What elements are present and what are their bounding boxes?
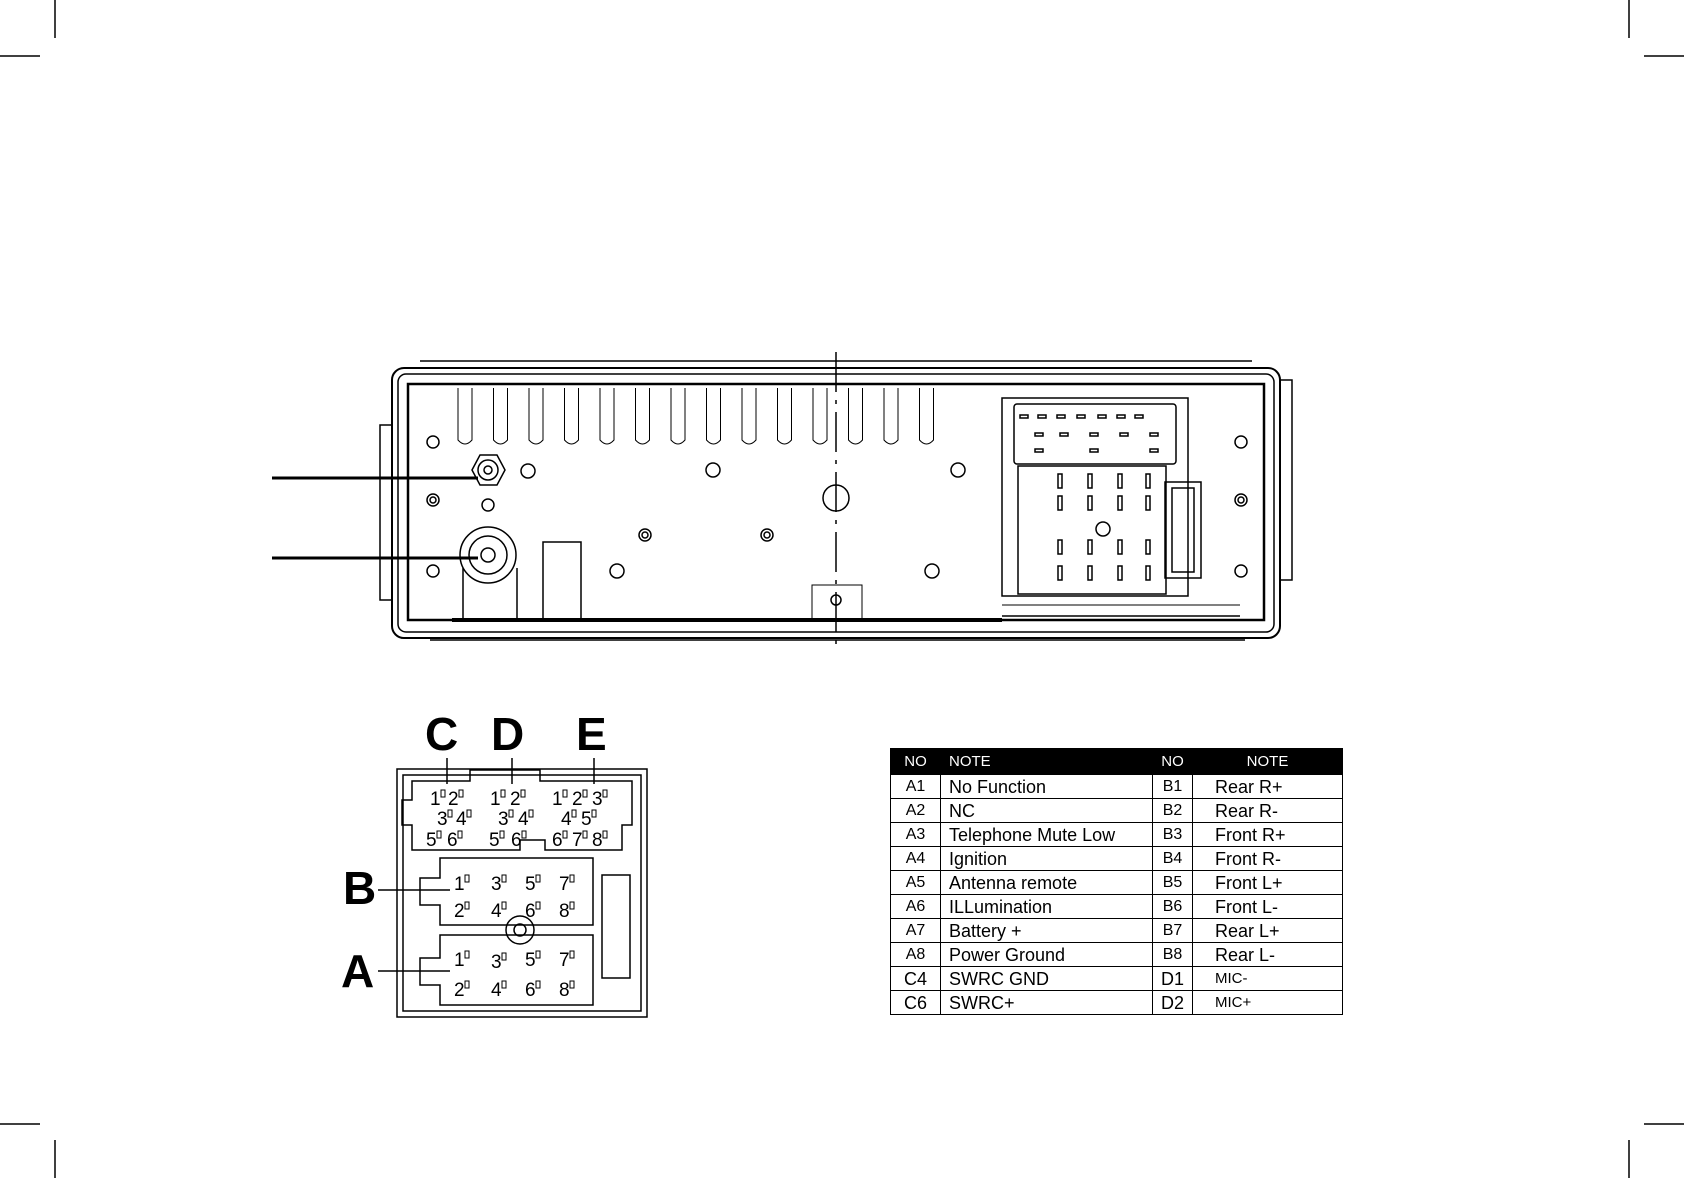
pin-note-b: MIC- (1193, 967, 1343, 991)
pin-note-a: Antenna remote (941, 871, 1153, 895)
svg-text:7: 7 (559, 874, 570, 895)
connector-label-e: E (576, 708, 607, 760)
pin-note-a: SWRC GND (941, 967, 1153, 991)
table-row (891, 967, 1343, 991)
pin-note-b: Rear R+ (1193, 775, 1343, 799)
connector-face-diagram (378, 758, 647, 1017)
svg-text:4: 4 (561, 809, 572, 830)
svg-text:3: 3 (491, 952, 502, 973)
svg-text:6: 6 (525, 980, 536, 1001)
pin-no-a: A4 (891, 847, 941, 871)
svg-text:1: 1 (430, 789, 441, 810)
table-row (891, 919, 1343, 943)
heat-sink-fins (458, 388, 934, 444)
svg-text:5: 5 (525, 950, 536, 971)
pin-no-b: B2 (1153, 799, 1193, 823)
pin-note-b: MIC+ (1193, 991, 1343, 1015)
svg-text:5: 5 (581, 809, 592, 830)
table-row (891, 823, 1343, 847)
header-no-a: NO (891, 749, 941, 775)
table-row (891, 799, 1343, 823)
pin-note-a: Power Ground (941, 943, 1153, 967)
svg-text:1: 1 (454, 874, 465, 895)
svg-text:1: 1 (454, 950, 465, 971)
svg-text:1: 1 (490, 789, 501, 810)
pin-no-b: B1 (1153, 775, 1193, 799)
pin-no-a: A8 (891, 943, 941, 967)
svg-text:6: 6 (447, 830, 458, 851)
svg-text:3: 3 (592, 789, 603, 810)
pin-table-body (891, 775, 1343, 1015)
svg-text:3: 3 (491, 874, 502, 895)
svg-text:6: 6 (511, 830, 522, 851)
svg-text:4: 4 (456, 809, 467, 830)
pin-note-a: Ignition (941, 847, 1153, 871)
svg-text:2: 2 (510, 789, 521, 810)
header-no-b: NO (1153, 749, 1193, 775)
svg-text:4: 4 (491, 901, 502, 922)
table-header-row (891, 749, 1343, 775)
svg-text:7: 7 (572, 830, 583, 851)
svg-text:8: 8 (559, 980, 570, 1001)
pin-note-a: Telephone Mute Low (941, 823, 1153, 847)
unit-rear-panel (272, 352, 1292, 645)
svg-text:2: 2 (454, 980, 465, 1001)
pin-note-b: Rear L+ (1193, 919, 1343, 943)
svg-text:7: 7 (559, 950, 570, 971)
pin-note-b: Front R- (1193, 847, 1343, 871)
connector-label-d: D (491, 708, 525, 760)
svg-text:4: 4 (518, 809, 529, 830)
iso-connector-block (1002, 398, 1201, 596)
pin-no-b: D1 (1153, 967, 1193, 991)
pin-no-b: B5 (1153, 871, 1193, 895)
pin-no-b: B8 (1153, 943, 1193, 967)
antenna-socket (472, 455, 505, 511)
pin-no-a: A3 (891, 823, 941, 847)
pin-note-a: SWRC+ (941, 991, 1153, 1015)
svg-text:6: 6 (525, 901, 536, 922)
svg-text:2: 2 (454, 901, 465, 922)
pin-note-b: Front L+ (1193, 871, 1343, 895)
pin-no-a: A6 (891, 895, 941, 919)
svg-text:3: 3 (498, 809, 509, 830)
table-row (891, 847, 1343, 871)
svg-text:8: 8 (559, 901, 570, 922)
connector-label-a: A (341, 945, 375, 997)
header-note-a: NOTE (941, 749, 1153, 775)
mounting-holes (427, 436, 1247, 605)
pin-assignment-table (890, 748, 1343, 1015)
svg-text:8: 8 (592, 830, 603, 851)
svg-text:4: 4 (491, 980, 502, 1001)
svg-text:5: 5 (426, 830, 437, 851)
svg-text:1: 1 (552, 789, 563, 810)
power-jack (460, 527, 517, 620)
svg-text:5: 5 (525, 874, 536, 895)
pin-no-b: B6 (1153, 895, 1193, 919)
pin-no-a: A7 (891, 919, 941, 943)
svg-text:6: 6 (552, 830, 563, 851)
pin-no-b: B4 (1153, 847, 1193, 871)
header-note-b: NOTE (1193, 749, 1343, 775)
pin-no-a: A5 (891, 871, 941, 895)
pin-no-a: A1 (891, 775, 941, 799)
table-row (891, 871, 1343, 895)
table-row (891, 895, 1343, 919)
connector-label-b: B (343, 862, 377, 914)
pin-note-b: Front R+ (1193, 823, 1343, 847)
connector-label-c: C (425, 708, 459, 760)
pin-note-a: NC (941, 799, 1153, 823)
pin-no-a: C6 (891, 991, 941, 1015)
pin-note-b: Rear R- (1193, 799, 1343, 823)
connector-pin-numbers (426, 789, 607, 1001)
pin-no-a: C4 (891, 967, 941, 991)
table-row (891, 943, 1343, 967)
pin-note-b: Rear L- (1193, 943, 1343, 967)
svg-text:5: 5 (489, 830, 500, 851)
pin-note-a: No Function (941, 775, 1153, 799)
pin-no-b: B7 (1153, 919, 1193, 943)
pin-note-b: Front L- (1193, 895, 1343, 919)
svg-text:2: 2 (572, 789, 583, 810)
svg-text:2: 2 (448, 789, 459, 810)
pin-note-a: ILLumination (941, 895, 1153, 919)
table-row (891, 991, 1343, 1015)
table-row (891, 775, 1343, 799)
pin-no-a: A2 (891, 799, 941, 823)
svg-text:3: 3 (437, 809, 448, 830)
pin-no-b: B3 (1153, 823, 1193, 847)
pin-no-b: D2 (1153, 991, 1193, 1015)
pin-note-a: Battery + (941, 919, 1153, 943)
